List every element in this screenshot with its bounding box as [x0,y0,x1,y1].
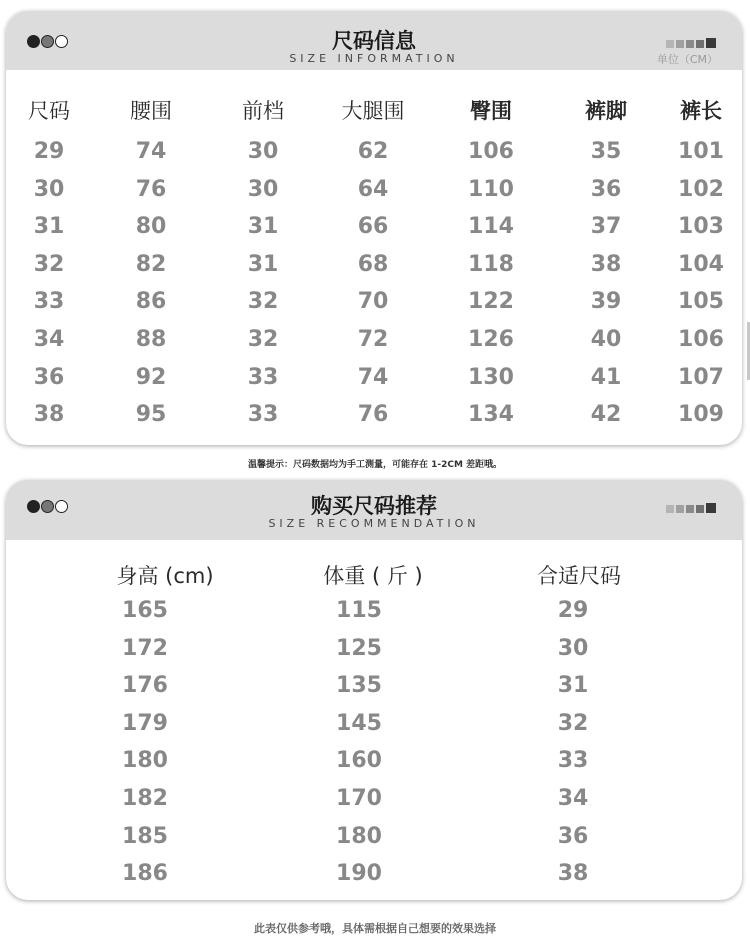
table-cell: 33 [557,748,589,774]
table-cell: 185 [122,823,168,849]
table-cell: 82 [135,251,167,277]
table-cell: 172 [122,635,168,661]
size-recommendation-title: 购买尺码推荐 [311,494,437,518]
table-cell: 30 [33,176,65,202]
size-information-title: 尺码信息 [332,29,416,53]
table-cell: 39 [590,289,622,315]
table-cell: 33 [247,402,279,428]
column-header: 身高 (cm) [116,564,214,588]
unit-label: 单位（CM） [656,53,718,66]
table-cell: 182 [122,786,168,811]
table-cell: 190 [336,861,382,887]
table-cell: 42 [590,402,622,428]
table-cell: 30 [557,635,589,661]
size-recommendation-subtitle: SIZE RECOMMENDATION [268,517,480,530]
table-cell: 32 [557,710,589,736]
table-cell: 180 [122,748,168,774]
size-information-card [6,11,742,445]
squares-icon [664,503,716,513]
table-cell: 70 [357,289,389,315]
table-cell: 62 [357,139,389,164]
size-information-subtitle: SIZE INFORMATION [289,52,459,65]
table-cell: 160 [336,748,382,774]
table-cell: 80 [135,214,167,240]
table-cell: 31 [247,214,279,240]
table-cell: 36 [33,364,65,390]
table-cell: 179 [122,710,168,736]
table-cell: 105 [678,289,724,315]
table-cell: 68 [357,251,389,277]
table-cell: 180 [336,823,382,849]
table-cell: 104 [678,251,724,277]
table-cell: 170 [336,786,382,811]
table-cell: 38 [590,251,622,277]
table-cell: 125 [336,635,382,661]
table-cell: 86 [135,289,167,315]
table-cell: 106 [468,139,514,164]
column-header: 大腿围 [341,99,405,123]
table-cell: 74 [135,139,167,164]
table-cell: 118 [468,251,514,277]
table-cell: 76 [135,176,167,202]
table-cell: 135 [336,673,382,699]
column-header: 裤脚 [585,99,627,123]
table-cell: 66 [357,214,389,240]
column-header: 尺码 [28,99,70,123]
table-cell: 122 [468,289,514,315]
table-cell: 72 [357,327,389,352]
table-cell: 110 [468,176,514,202]
column-header: 裤长 [680,99,722,123]
size-recommendation-card [6,480,742,900]
table-cell: 92 [135,364,167,390]
table-cell: 31 [33,214,65,240]
table-cell: 176 [122,673,168,699]
table-cell: 35 [590,139,622,164]
footer-note: 此表仅供参考哦，具体需根据自己想要的效果选择 [254,922,496,935]
column-header: 腰围 [130,99,172,123]
table-cell: 115 [336,598,382,623]
table-cell: 165 [122,598,168,623]
column-header: 体重 ( 斤 ) [323,564,423,588]
table-cell: 36 [590,176,622,202]
table-cell: 102 [678,176,724,202]
table-cell: 29 [557,598,589,623]
table-cell: 41 [590,364,622,390]
column-header: 臀围 [470,99,512,123]
table-cell: 106 [678,327,724,352]
table-cell: 95 [135,402,167,428]
table-cell: 76 [357,402,389,428]
table-cell: 34 [33,327,65,352]
table-cell: 114 [468,214,514,240]
table-cell: 101 [678,139,724,164]
table-cell: 186 [122,861,168,887]
table-cell: 40 [590,327,622,352]
table-cell: 30 [247,139,279,164]
table-cell: 32 [33,251,65,277]
table-cell: 32 [247,327,279,352]
table-cell: 109 [678,402,724,428]
table-cell: 134 [468,402,514,428]
size-recommendation-header [6,480,742,540]
table-cell: 38 [557,861,589,887]
table-cell: 37 [590,214,622,240]
size-information-header [6,11,742,70]
table-cell: 103 [678,214,724,240]
table-cell: 130 [468,364,514,390]
table-cell: 126 [468,327,514,352]
column-header: 前档 [242,99,284,123]
table-cell: 33 [247,364,279,390]
table-cell: 30 [247,176,279,202]
measurement-tip: 温馨提示：尺码数据均为手工测量，可能存在 1-2CM 差距哦。 [247,460,503,470]
table-cell: 38 [33,402,65,428]
table-cell: 64 [357,176,389,202]
table-cell: 31 [557,673,589,699]
table-cell: 29 [33,139,65,164]
table-cell: 88 [135,327,167,352]
table-cell: 74 [357,364,389,390]
table-cell: 34 [557,786,589,811]
table-cell: 145 [336,710,382,736]
squares-icon [664,38,716,48]
column-header: 合适尺码 [537,564,621,588]
table-cell: 33 [33,289,65,315]
table-cell: 31 [247,251,279,277]
table-cell: 32 [247,289,279,315]
table-cell: 107 [678,364,724,390]
table-cell: 36 [557,823,589,849]
